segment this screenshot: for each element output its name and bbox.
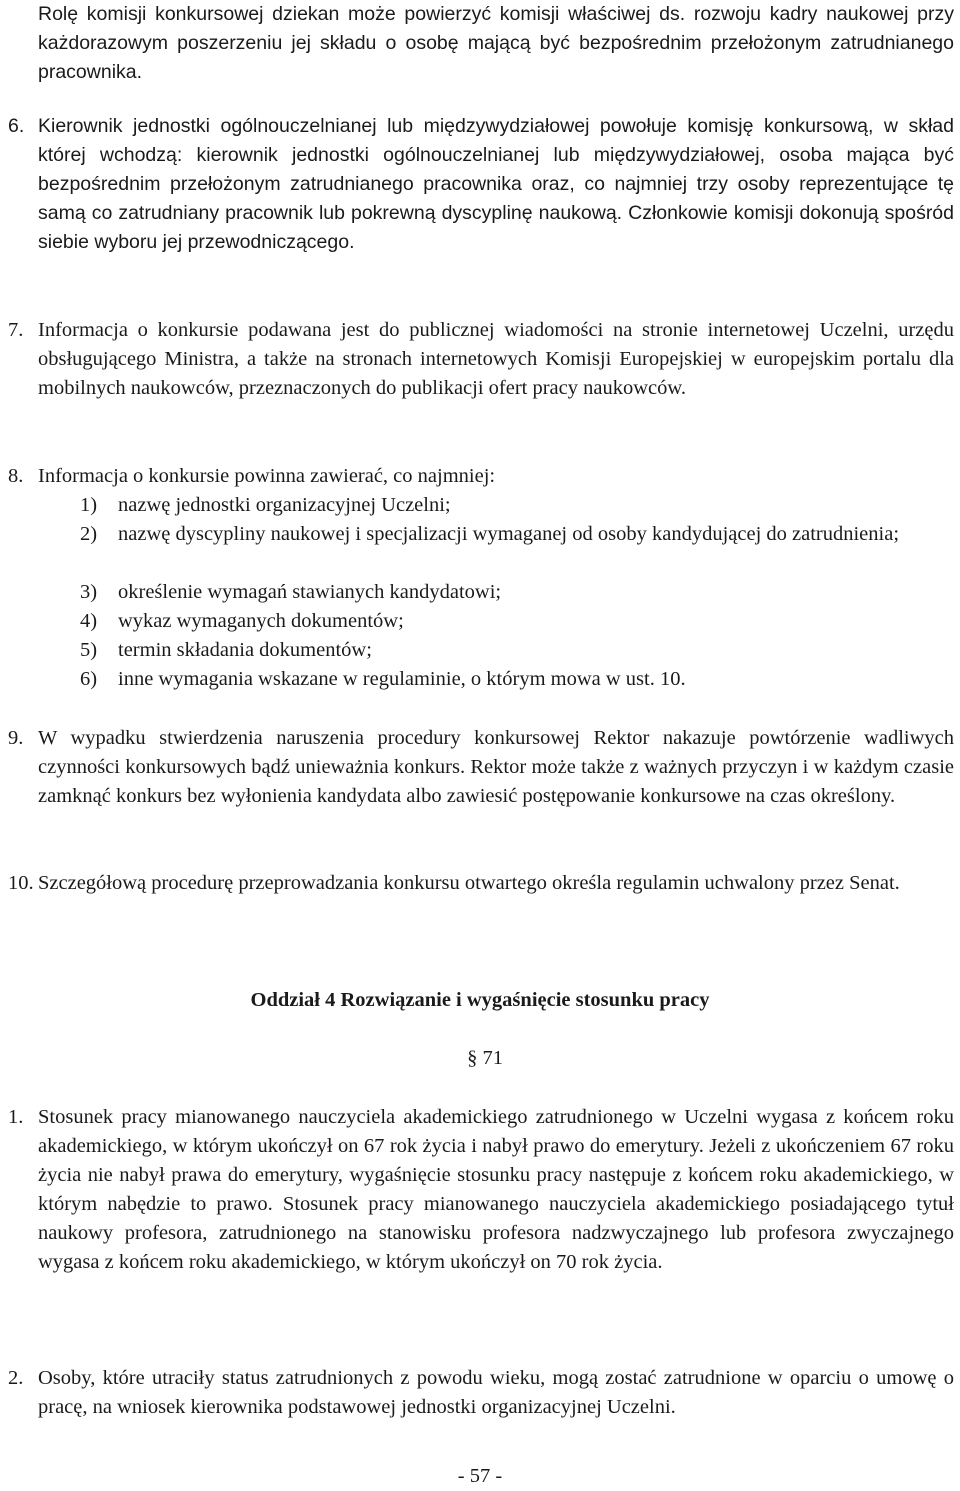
item-text: Osoby, które utraciły status zatrudnionych z powodu wieku, mogą zostać zatrudnione w oparciu o umowę o pracę, na wniosek kierownika podstawowej jednostki organizacyjnej Uczelni. xyxy=(38,1367,954,1418)
subitem-number: 4) xyxy=(80,610,98,632)
item-text: Informacja o konkursie podawana jest do publicznej wiadomości na stronie internetowej Uczelni, urzędu obsługującego Ministra, a także na stronach internetowych Komisji Europejskiej w europejskim portalu dla mobilnych naukowców, przeznaczonych do publikacji ofert pracy naukowców. xyxy=(38,319,954,399)
item-number: 9. xyxy=(8,727,24,749)
item-number: 1. xyxy=(8,1106,24,1128)
item-number: 10. xyxy=(8,872,34,894)
subitem-text: termin składania dokumentów; xyxy=(118,639,372,661)
section-heading: Oddział 4 Rozwiązanie i wygaśnięcie stosunku pracy xyxy=(250,989,710,1011)
paragraph-number: § 71 xyxy=(467,1047,503,1069)
item-number: 7. xyxy=(8,319,24,341)
subitem-number: 3) xyxy=(80,581,98,603)
item-text: Informacja o konkursie powinna zawierać, co najmniej: xyxy=(38,465,496,487)
item-text: Kierownik jednostki ogólnouczelnianej lub międzywydziałowej powołuje komisję konkursową, w skład której wchodzą: kierownik jednostki ogólnouczelnianej lub międzywydziałowej, osoba mająca być bezpośrednim przełożonym zatrudnianego pracownika oraz, co najmniej trzy osoby reprezentujące tę samą co zatrudniany pracownik lub pokrewną dyscyplinę naukową. Członkowie komisji dokonują spośród siebie wyboru jej przewodniczącego. xyxy=(38,115,954,253)
item-text: W wypadku stwierdzenia naruszenia procedury konkursowej Rektor nakazuje powtórzenie wadliwych czynności konkursowych bądź unieważnia konkurs. Rektor może także z ważnych przyczyn i w każdym czasie zamknąć konkurs bez wyłonienia kandydata albo zawiesić postępowanie konkursowe na czas określony. xyxy=(38,727,954,807)
subitem-number: 2) xyxy=(80,523,98,545)
item-text: Szczegółową procedurę przeprowadzania konkursu otwartego określa regulamin uchwalony przez Senat. xyxy=(38,872,900,894)
subitem-number: 5) xyxy=(80,639,98,661)
subitem-number: 1) xyxy=(80,494,98,516)
subitem-text: wykaz wymaganych dokumentów; xyxy=(118,610,404,632)
subitem-text: nazwę dyscypliny naukowej i specjalizacji wymaganej od osoby kandydującej do zatrudnienia; xyxy=(118,523,900,545)
paragraph-continuation: Rolę komisji konkursowej dziekan może powierzyć komisji właściwej ds. rozwoju kadry naukowej przy każdorazowym poszerzeniu jej składu o osobę mającą być bezpośrednim przełożonym zatrudnianego pracownika. xyxy=(38,3,954,83)
item-number: 6. xyxy=(8,115,25,137)
item-text: Stosunek pracy mianowanego nauczyciela akademickiego zatrudnionego w Uczelni wygasa z końcem roku akademickiego, w którym ukończył on 67 rok życia i nabył prawo do emerytury. Jeżeli z ukończeniem 67 roku życia nie nabył prawa do emerytury, wygaśnięcie stosunku pracy następuje z końcem roku akademickiego, w którym nabędzie to prawo. Stosunek pracy mianowanego nauczyciela akademickiego posiadającego tytuł naukowy profesora, zatrudnionego na stanowisku profesora nadzwyczajnego lub profesora zwyczajnego wygasa z końcem roku akademickiego, w którym ukończył on 70 rok życia. xyxy=(38,1106,954,1273)
item-number: 8. xyxy=(8,465,24,487)
item-number: 2. xyxy=(8,1367,24,1389)
subitem-text: określenie wymagań stawianych kandydatowi; xyxy=(118,581,502,603)
subitem-text: nazwę jednostki organizacyjnej Uczelni; xyxy=(118,494,451,516)
page-number: - 57 - xyxy=(457,1465,503,1487)
subitem-text: inne wymagania wskazane w regulaminie, o którym mowa w ust. 10. xyxy=(118,668,686,690)
subitem-number: 6) xyxy=(80,668,98,690)
